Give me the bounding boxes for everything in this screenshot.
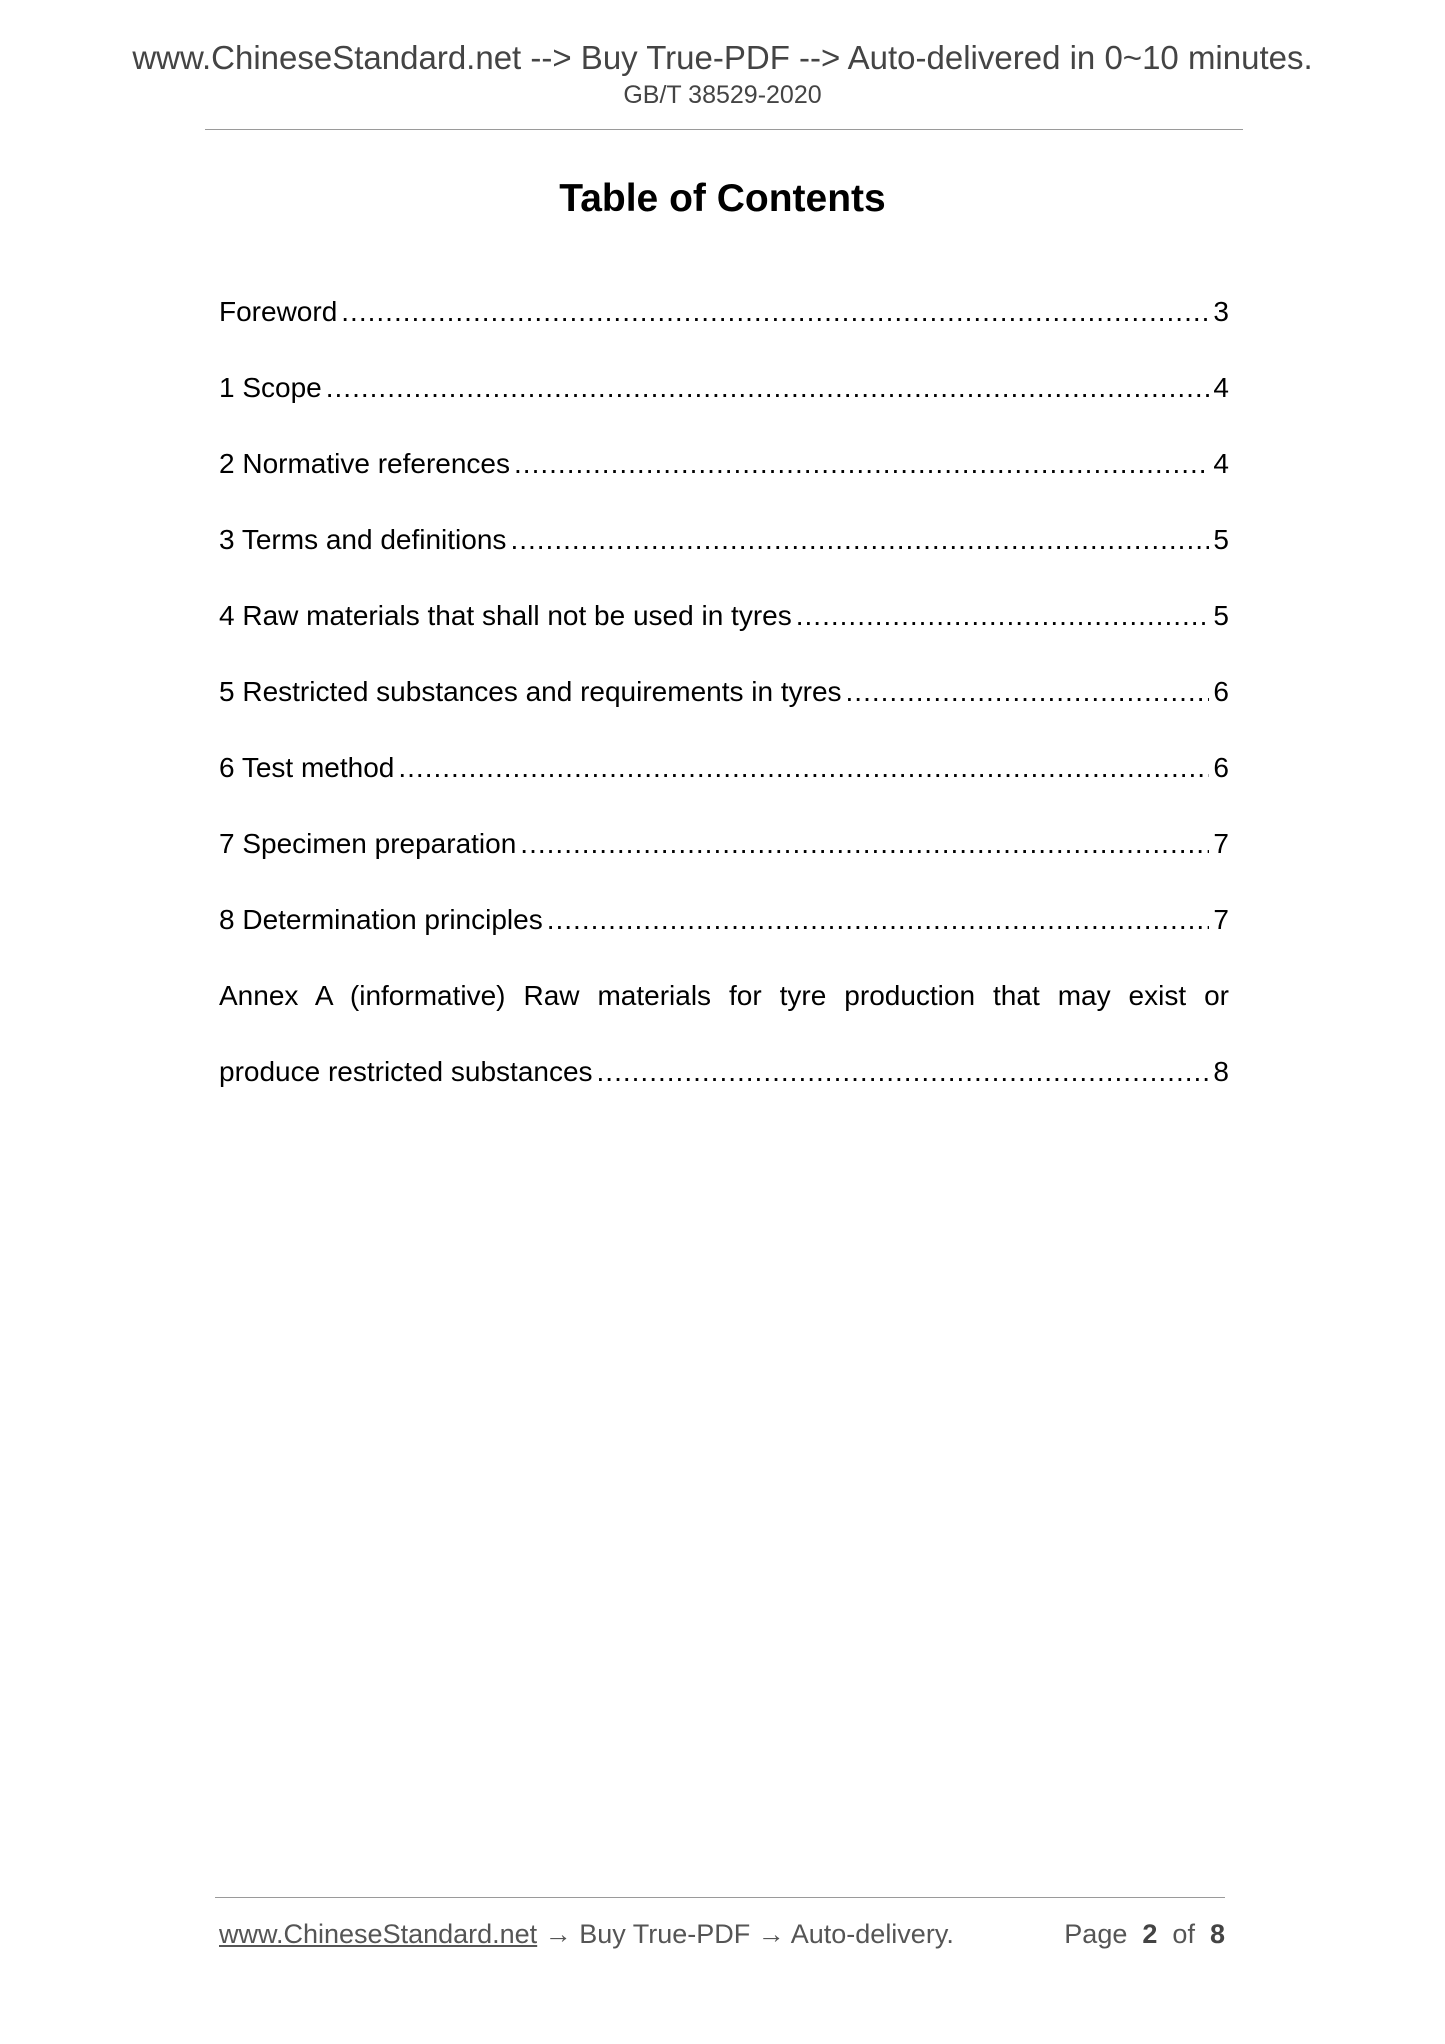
toc-entry-page: 7 xyxy=(1213,828,1229,859)
header-divider xyxy=(205,129,1243,130)
standard-code: GB/T 38529-2020 xyxy=(623,81,822,109)
toc-entry-label: 1 Scope xyxy=(219,372,322,403)
of-word: of xyxy=(1172,1919,1195,1949)
toc-entry-label: 6 Test method xyxy=(219,752,395,783)
page-title: Table of Contents xyxy=(559,177,886,220)
footer-promo-text: → Buy True-PDF → Auto-delivery. xyxy=(537,1919,954,1949)
toc-annex-label-line2: produce restricted substances xyxy=(219,1056,593,1087)
toc-entry-page: 3 xyxy=(1213,296,1229,327)
toc-entry[interactable] xyxy=(219,900,1229,976)
toc-entry[interactable] xyxy=(219,444,1229,520)
toc-leader-dots xyxy=(796,596,1210,636)
toc-entry[interactable] xyxy=(219,672,1229,748)
site-banner: www.ChineseStandard.net --> Buy True-PDF --> Auto-delivered in 0~10 minutes. xyxy=(132,39,1313,76)
toc-entry-label: Foreword xyxy=(219,296,338,327)
toc-entry-label: 7 Specimen preparation xyxy=(219,828,517,859)
toc-entry-page: 5 xyxy=(1213,600,1229,631)
toc-entry-label: 8 Determination principles xyxy=(219,904,543,935)
toc-leader-dots xyxy=(326,368,1210,408)
toc-annex-line1[interactable]: Annex A (informative) Raw materials for tyre production that may exist or xyxy=(219,980,1229,1011)
toc-entry-page: 5 xyxy=(1213,524,1229,555)
page-word: Page xyxy=(1064,1919,1128,1949)
toc-annex-page: 8 xyxy=(1213,1056,1229,1087)
toc-leader-dots xyxy=(520,824,1209,864)
page-indicator xyxy=(1064,1914,1225,1954)
toc-entry-label: 5 Restricted substances and requirements in tyres xyxy=(219,676,842,707)
toc-entry[interactable] xyxy=(219,596,1229,672)
toc-entry-page: 6 xyxy=(1213,676,1229,707)
toc-entry-page: 6 xyxy=(1213,752,1229,783)
toc-leader-dots xyxy=(398,748,1209,788)
current-page-number: 2 xyxy=(1142,1919,1158,1949)
toc-entry[interactable] xyxy=(219,520,1229,596)
footer-divider xyxy=(215,1897,1225,1898)
toc-list xyxy=(219,292,1229,1128)
toc-entry-page: 4 xyxy=(1213,372,1229,403)
toc-leader-dots xyxy=(547,900,1210,940)
toc-entry-label: 3 Terms and definitions xyxy=(219,524,507,555)
toc-entry-page: 7 xyxy=(1213,904,1229,935)
toc-leader-dots xyxy=(510,520,1209,560)
toc-entry[interactable] xyxy=(219,748,1229,824)
toc-entry[interactable] xyxy=(219,292,1229,368)
toc-leader-dots xyxy=(514,444,1209,484)
toc-entry-label: 2 Normative references xyxy=(219,448,511,479)
toc-entry-label: 4 Raw materials that shall not be used in tyres xyxy=(219,600,792,631)
toc-entry-page: 4 xyxy=(1213,448,1229,479)
toc-leader-dots xyxy=(597,1052,1210,1092)
toc-annex-entry[interactable] xyxy=(219,1052,1229,1128)
footer-promo xyxy=(219,1914,954,1954)
toc-leader-dots xyxy=(846,672,1210,712)
toc-entry[interactable] xyxy=(219,368,1229,444)
toc-entry[interactable] xyxy=(219,824,1229,900)
toc-leader-dots xyxy=(341,292,1209,332)
total-pages-number: 8 xyxy=(1209,1919,1225,1949)
footer-site-link[interactable]: www.ChineseStandard.net xyxy=(219,1919,538,1949)
